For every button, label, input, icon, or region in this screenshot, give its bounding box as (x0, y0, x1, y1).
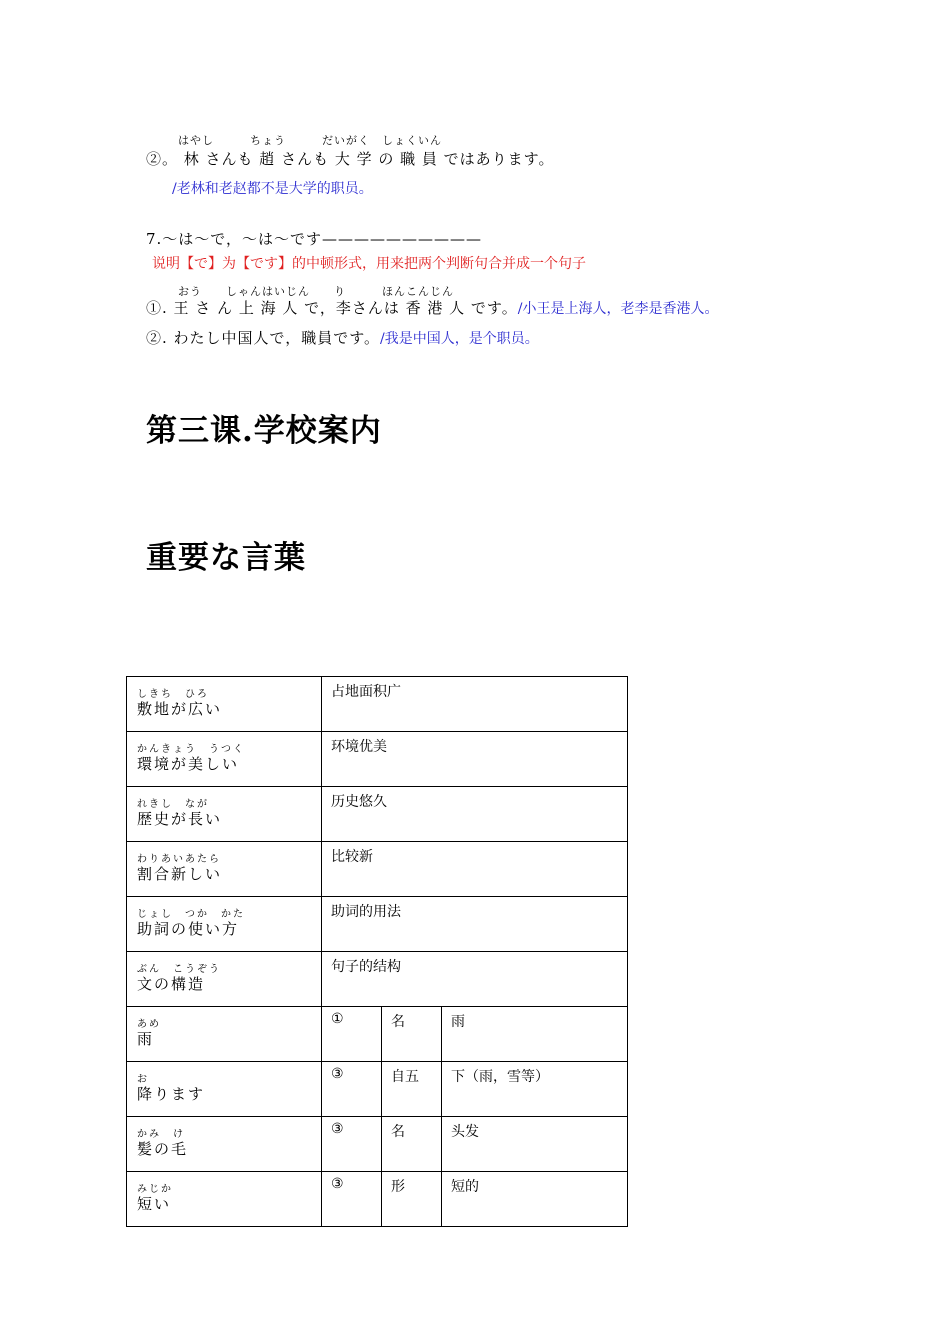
furigana: みじか (137, 1184, 173, 1195)
furigana: お (137, 1074, 149, 1085)
word: 髪の毛 (137, 1140, 189, 1158)
meaning-cell: 短的 (442, 1172, 628, 1227)
table-row (127, 952, 628, 1007)
word-cell (127, 1117, 322, 1172)
word-cell (127, 732, 322, 787)
word: 降ります (137, 1085, 206, 1103)
word: 助詞の使い方 (137, 920, 240, 938)
furigana: かみ け (137, 1129, 185, 1140)
pos-cell: 形 (382, 1172, 442, 1227)
example-sentence: ②. わたし中国人で，職員です。 (146, 329, 381, 347)
furigana-line: おう しゃんはいじん り ほんこんじん (178, 285, 454, 298)
table-row (127, 677, 628, 732)
meaning-cell: 助词的用法 (322, 897, 628, 952)
word-cell (127, 1172, 322, 1227)
translation: /小王是上海人，老李是香港人。 (517, 301, 719, 317)
meaning-cell: 占地面积广 (322, 677, 628, 732)
meaning-cell: 头发 (442, 1117, 628, 1172)
word-cell (127, 677, 322, 732)
translation: /我是中国人，是个职员。 (380, 331, 539, 347)
pos-cell: 名 (382, 1007, 442, 1062)
furigana: あめ (137, 1019, 161, 1030)
table-row (127, 842, 628, 897)
example-sentence: ②。 林 さんも 趙 さんも 大 学 の 職 員 ではあります。 (146, 150, 555, 168)
word: 敷地が広い (137, 700, 223, 718)
word: 文の構造 (137, 975, 206, 993)
accent-cell: ③ (322, 1117, 382, 1172)
word: 環境が美しい (137, 755, 240, 773)
table-row (127, 897, 628, 952)
word-cell (127, 897, 322, 952)
pos-cell: 自五 (382, 1062, 442, 1117)
vocab-table (126, 676, 628, 1227)
table-row (127, 1062, 628, 1117)
meaning-cell: 环境优美 (322, 732, 628, 787)
furigana: かんきょう うつく (137, 744, 245, 755)
translation: /老林和老赵都不是大学的职员。 (172, 181, 373, 197)
meaning-cell: 雨 (442, 1007, 628, 1062)
furigana: じょし つか かた (137, 909, 245, 920)
word-cell (127, 952, 322, 1007)
example-row (146, 297, 718, 318)
table-row (127, 1007, 628, 1062)
vocab-heading: 重要な言葉 (146, 540, 306, 576)
word: 割合新しい (137, 865, 223, 883)
example-sentence: ①. 王 さ ん 上 海 人 で，李さんは 香 港 人 です。 (146, 299, 518, 317)
meaning-cell: 下（雨，雪等） (442, 1062, 628, 1117)
furigana-line: はやし ちょう だいがく しょくいん (178, 134, 442, 147)
table-row (127, 732, 628, 787)
word: 雨 (137, 1030, 155, 1048)
word: 短い (137, 1195, 172, 1213)
furigana: しきち ひろ (137, 689, 209, 700)
accent-cell: ③ (322, 1172, 382, 1227)
furigana: ぶん こうぞう (137, 964, 221, 975)
word-cell (127, 842, 322, 897)
accent-cell: ① (322, 1007, 382, 1062)
meaning-cell: 历史悠久 (322, 787, 628, 842)
table-row (127, 787, 628, 842)
word-cell (127, 1007, 322, 1062)
grammar-note: 说明【で】为【です】的中顿形式，用来把两个判断句合并成一个句子 (152, 256, 586, 272)
accent-cell: ③ (322, 1062, 382, 1117)
word-cell (127, 1062, 322, 1117)
meaning-cell: 句子的结构 (322, 952, 628, 1007)
word: 歴史が長い (137, 810, 223, 828)
furigana: わりあいあたら (137, 854, 221, 865)
meaning-cell: 比较新 (322, 842, 628, 897)
grammar-title: 7.～は～で，～は～です—————————— (146, 230, 483, 248)
table-row (127, 1172, 628, 1227)
furigana: れきし なが (137, 799, 209, 810)
word-cell (127, 787, 322, 842)
pos-cell: 名 (382, 1117, 442, 1172)
example-row (146, 327, 539, 348)
lesson-title: 第三课.学校案内 (146, 413, 382, 449)
table-row (127, 1117, 628, 1172)
